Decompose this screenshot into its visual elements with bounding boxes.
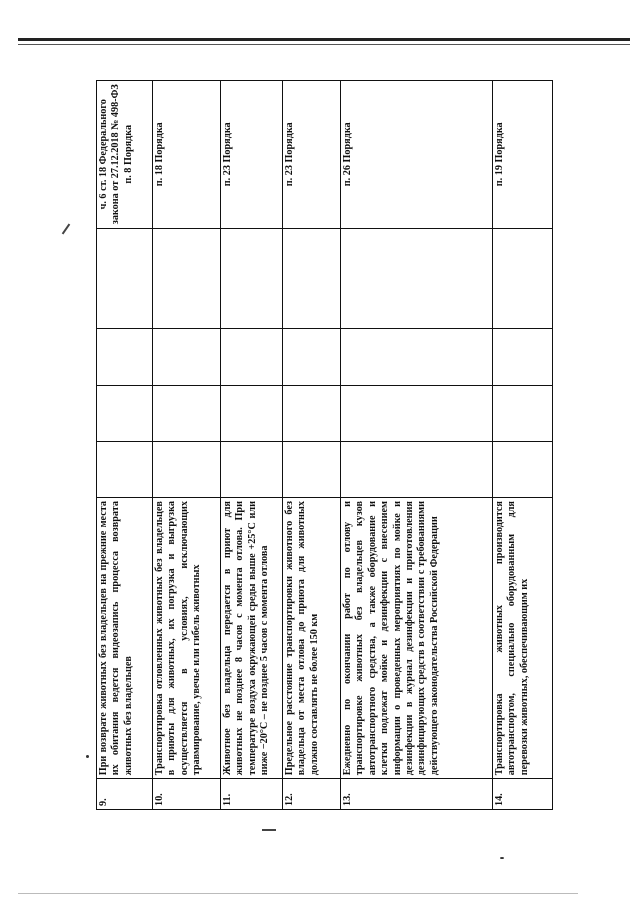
table-row bbox=[97, 81, 153, 810]
empty-cell bbox=[221, 329, 283, 385]
empty-cell bbox=[221, 228, 283, 329]
page-top-rule-thin bbox=[18, 44, 630, 45]
empty-cell bbox=[493, 385, 553, 441]
requirement-text: Ежедневно по окончании работ по отлову и транспортировке животных без владельцев кузов автотранспортного средства, а также оборудование и клетки подлежат мойке и дезинфекции с внесением информации о проведенных мероприятиях по мойке и дезинфекции в журнал дезинфекции и приготовления дезинфицирующих средств в соответствии с требованиями действующего законодательства Российской Федерации bbox=[341, 498, 493, 779]
legal-reference: п. 23 Порядка bbox=[221, 81, 283, 229]
scan-mark bbox=[62, 224, 71, 235]
scan-mark bbox=[262, 829, 276, 831]
row-number: 13. bbox=[341, 779, 493, 810]
row-number: 9. bbox=[97, 779, 153, 810]
requirement-text: Предельное расстояние транспортировки животного без владельца от места отлова до приюта для животных должно составлять не более 150 км bbox=[283, 498, 341, 779]
legal-reference: п. 26 Порядка bbox=[341, 81, 493, 229]
table-row bbox=[153, 81, 221, 810]
legal-reference: ч. 6 ст. 18 Федерального закона от 27.12.2018 № 498-ФЗ п. 8 Порядка bbox=[97, 81, 153, 229]
scan-speck bbox=[86, 755, 89, 758]
empty-cell bbox=[341, 441, 493, 497]
empty-cell bbox=[153, 441, 221, 497]
row-number: 14. bbox=[493, 779, 553, 810]
empty-cell bbox=[493, 329, 553, 385]
empty-cell bbox=[153, 228, 221, 329]
table-row bbox=[283, 81, 341, 810]
empty-cell bbox=[283, 441, 341, 497]
empty-cell bbox=[97, 385, 153, 441]
empty-cell bbox=[97, 329, 153, 385]
row-number: 12. bbox=[283, 779, 341, 810]
page-top-rule bbox=[18, 38, 630, 41]
table-row bbox=[493, 81, 553, 810]
legal-reference: п. 23 Порядка bbox=[283, 81, 341, 229]
requirement-text: Животное без владельца передается в приют для животных не позднее 8 часов с момента отлова. При температуре воздуха окружающей среды выше +25°С или ниже −20°С – не позднее 5 часов с момента отлова bbox=[221, 498, 283, 779]
empty-cell bbox=[153, 329, 221, 385]
empty-cell bbox=[153, 385, 221, 441]
empty-cell bbox=[221, 441, 283, 497]
rotated-table-page bbox=[96, 80, 552, 810]
empty-cell bbox=[283, 329, 341, 385]
row-number: 10. bbox=[153, 779, 221, 810]
empty-cell bbox=[221, 385, 283, 441]
empty-cell bbox=[493, 228, 553, 329]
table-row bbox=[341, 81, 493, 810]
legal-reference: п. 19 Порядка bbox=[493, 81, 553, 229]
empty-cell bbox=[97, 228, 153, 329]
legal-reference: п. 18 Порядка bbox=[153, 81, 221, 229]
row-number: 11. bbox=[221, 779, 283, 810]
empty-cell bbox=[493, 441, 553, 497]
empty-cell bbox=[341, 228, 493, 329]
empty-cell bbox=[283, 385, 341, 441]
requirement-text: При возврате животных без владельцев на прежние места их обитания ведется видеозапись процесса возврата животных без владельцев bbox=[97, 498, 153, 779]
scan-speck bbox=[500, 857, 504, 859]
page-bottom-rule bbox=[18, 893, 578, 894]
empty-cell bbox=[283, 228, 341, 329]
requirement-text: Транспортировка отловленных животных без владельцев в приюты для животных, их погрузка и выгрузка осуществляется в условиях, исключающих травмирование, увечье или гибель животных bbox=[153, 498, 221, 779]
requirement-text: Транспортировка животных производится автотранспортом, специально оборудованным для перевозки животных, обеспечивающим их bbox=[493, 498, 553, 779]
empty-cell bbox=[97, 441, 153, 497]
requirements-table bbox=[96, 80, 553, 810]
table-row bbox=[221, 81, 283, 810]
empty-cell bbox=[341, 385, 493, 441]
empty-cell bbox=[341, 329, 493, 385]
